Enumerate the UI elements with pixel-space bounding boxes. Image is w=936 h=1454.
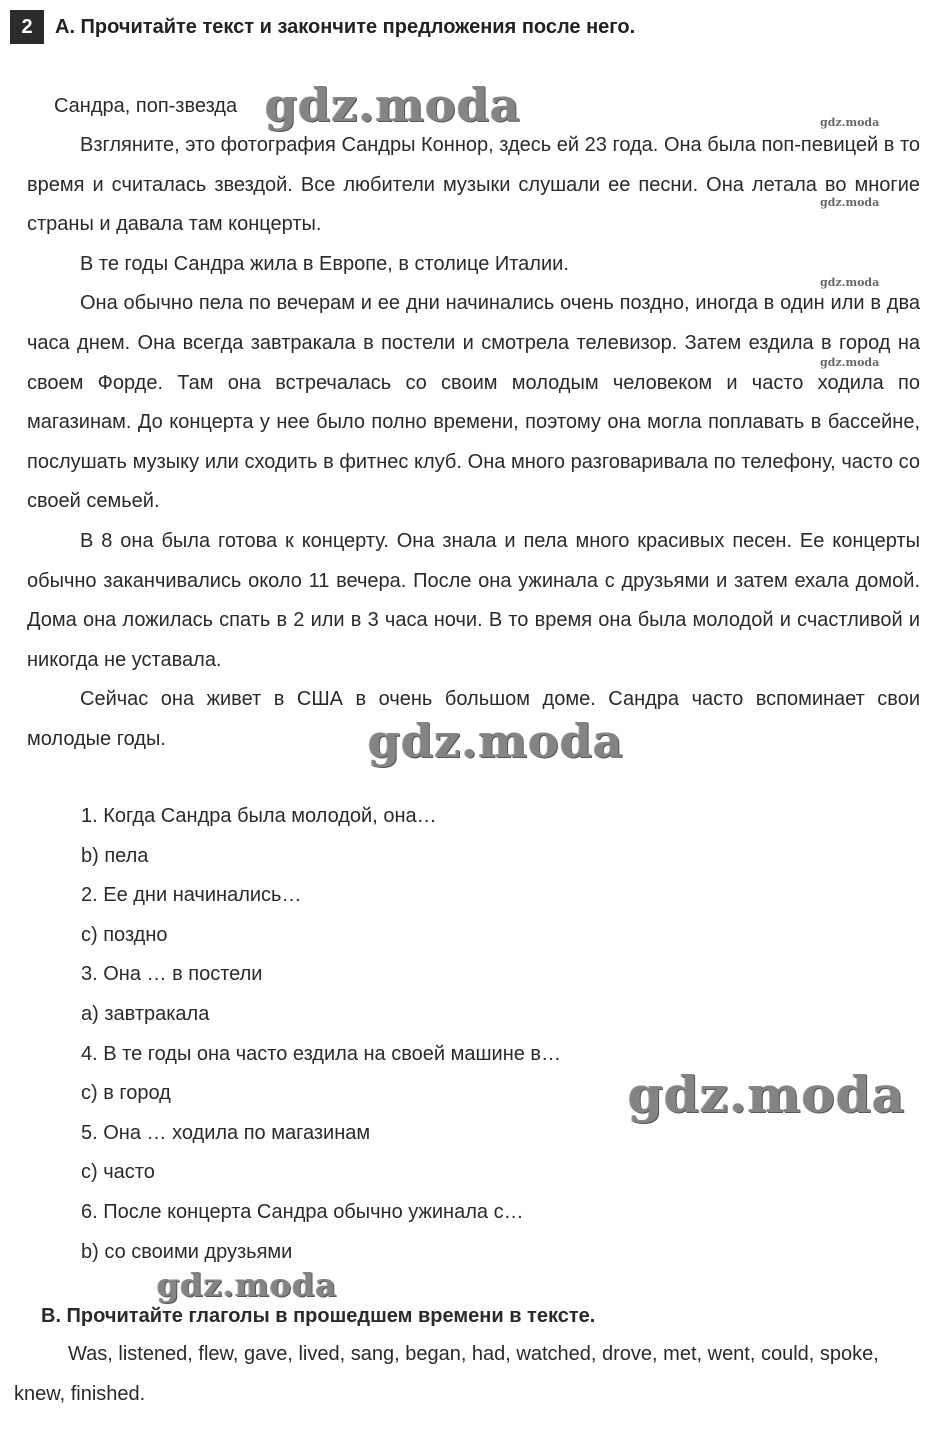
- watermark-logo: gdz.moda: [628, 1065, 906, 1124]
- question-1: 1. Когда Сандра была молодой, она…: [81, 805, 437, 827]
- story-text: [27, 126, 920, 760]
- story-paragraph-2: В те годы Сандра жила в Европе, в столице Италии.: [80, 252, 569, 275]
- answers-list: [81, 797, 561, 1272]
- answer-1: b) пела: [81, 844, 149, 867]
- answer-4: c) в город: [81, 1082, 171, 1105]
- question-4: 4. В те годы она часто ездила на своей машине в…: [81, 1042, 562, 1065]
- story-paragraph-3: Она обычно пела по вечерам и ее дни начинались очень поздно, иногда в один или в два часа днем. Она всегда завтракала в постели и смотрела телевизор. Затем ездила в город на своем Форде. Там она встречалась со своим молодым человеком и часто ходила по магазинам. До концерта у нее было полно времени, поэтому она могла поплавать в бассейне, послушать музыку или сходить в фитнес клуб. Она много разговаривала по телефону, часто со своей семьей.: [27, 292, 920, 513]
- question-3: 3. Она … в постели: [81, 963, 263, 986]
- story-title: Сандра, поп-звезда: [54, 95, 238, 117]
- question-2: 2. Ее дни начинались…: [81, 884, 302, 907]
- answer-3: a) завтракала: [81, 1002, 210, 1025]
- section-a-title: A. Прочитайте текст и закончите предложения после него.: [55, 15, 636, 38]
- watermark-small: gdz.moda: [820, 276, 880, 289]
- exercise-header: [10, 10, 635, 44]
- answer-6: b) со своими друзьями: [81, 1240, 293, 1263]
- answer-2: c) поздно: [81, 923, 168, 946]
- watermark-small: gdz.moda: [820, 196, 880, 209]
- exercise-number-badge: 2: [10, 10, 44, 44]
- question-6: 6. После концерта Сандра обычно ужинала с…: [81, 1200, 524, 1223]
- story-paragraph-5: Сейчас она живет в США в очень большом доме. Сандра часто вспоминает свои молодые годы.: [27, 688, 920, 750]
- section-b-title: B. Прочитайте глаголы в прошедшем времени в тексте.: [41, 1305, 596, 1327]
- watermark-logo: gdz.moda: [265, 78, 521, 132]
- watermark-logo: gdz.moda: [157, 1266, 338, 1304]
- past-tense-verbs: Was, listened, flew, gave, lived, sang, began, had, watched, drove, met, went, could, spoke, knew, finished.: [14, 1343, 879, 1405]
- story-paragraph-1: Взгляните, это фотография Сандры Коннор, здесь ей 23 года. Она была поп-певицей в то время и считалась звездой. Все любители музыки слушали ее песни. Она летала во многие страны и давала там концерты.: [27, 134, 920, 236]
- watermark-logo: gdz.moda: [368, 714, 624, 768]
- story-paragraph-4: В 8 она была готова к концерту. Она знала и пела много красивых песен. Ее концерты обычно заканчивались около 11 вечера. После она ужинала с друзьями и затем ехала домой. Дома она ложилась спать в 2 или в 3 часа ночи. В то время она была молодой и счастливой и никогда не уставала.: [27, 529, 920, 671]
- answer-5: c) часто: [81, 1161, 155, 1184]
- watermark-small: gdz.moda: [820, 116, 880, 129]
- watermark-small: gdz.moda: [820, 356, 880, 369]
- question-5: 5. Она … ходила по магазинам: [81, 1121, 371, 1144]
